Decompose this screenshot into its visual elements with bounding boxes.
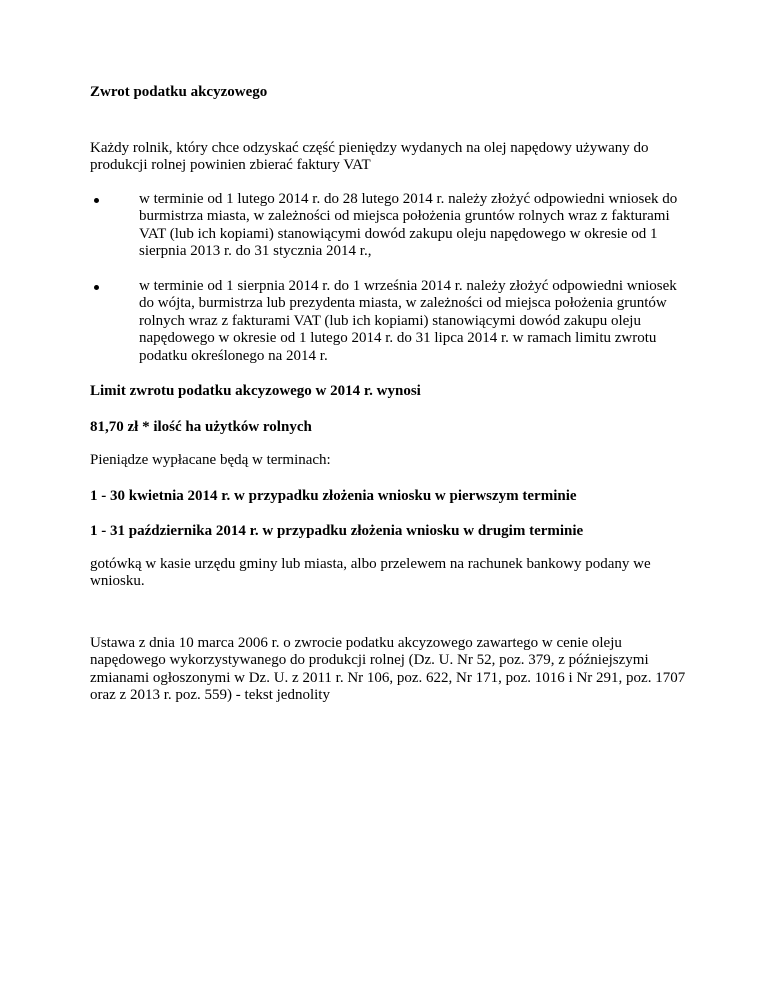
list-item	[90, 278, 690, 366]
deadline-list	[90, 191, 690, 366]
payment-method-paragraph: gotówką w kasie urzędu gminy lub miasta, albo przelewem na rachunek bankowy podany we wniosku.	[90, 555, 651, 589]
legal-basis-paragraph: Ustawa z dnia 10 marca 2006 r. o zwrocie podatku akcyzowego zawartego w cenie oleju napędowego wykorzystywanego do produkcji rolnej (Dz. U. Nr 52, poz. 379, z późniejszymi zmianami ogłoszonymi w Dz. U. z 2011 r. Nr 106, poz. 622, Nr 171, poz. 1016 i Nr 291, poz. 1707 oraz z 2013 r. poz. 559) - tekst jednolity	[90, 634, 686, 703]
list-item-text: w terminie od 1 sierpnia 2014 r. do 1 września 2014 r. należy złożyć odpowiedni wniosek do wójta, burmistrza lub prezydenta miasta, w zależności od miejsca położenia gruntów rolnych wraz z fakturami VAT (lub ich kopiami) stanowiącymi dowód zakupu oleju napędowego w okresie od 1 lutego 2014 r. do 31 lipca 2014 r. w ramach limitu zwrotu podatku określonego na 2014 r.	[139, 277, 677, 364]
document-page	[90, 84, 690, 705]
document-title: Zwrot podatku akcyzowego	[90, 84, 268, 100]
list-item	[90, 191, 690, 261]
payment-intro: Pieniądze wypłacane będą w terminach:	[90, 452, 331, 468]
bullet-icon	[94, 285, 99, 290]
intro-paragraph: Każdy rolnik, który chce odzyskać część pieniędzy wydanych na olej napędowy używany do produkcji rolnej powinien zbierać faktury VAT	[90, 139, 649, 173]
limit-heading: Limit zwrotu podatku akcyzowego w 2014 r. wynosi	[90, 383, 421, 399]
payment-term-first: 1 - 30 kwietnia 2014 r. w przypadku złożenia wniosku w pierwszym terminie	[90, 487, 577, 504]
list-item-text: w terminie od 1 lutego 2014 r. do 28 lutego 2014 r. należy złożyć odpowiedni wniosek do burmistrza miasta, w zależności od miejsca położenia gruntów rolnych wraz z fakturami VAT (lub ich kopiami) stanowiącymi dowód zakupu oleju napędowego w okresie od 1 sierpnia 2013 r. do 31 stycznia 2014 r.,	[139, 190, 678, 259]
limit-value: 81,70 zł * ilość ha użytków rolnych	[90, 418, 312, 435]
payment-term-second: 1 - 31 października 2014 r. w przypadku złożenia wniosku w drugim terminie	[90, 523, 584, 539]
bullet-icon	[94, 198, 99, 203]
